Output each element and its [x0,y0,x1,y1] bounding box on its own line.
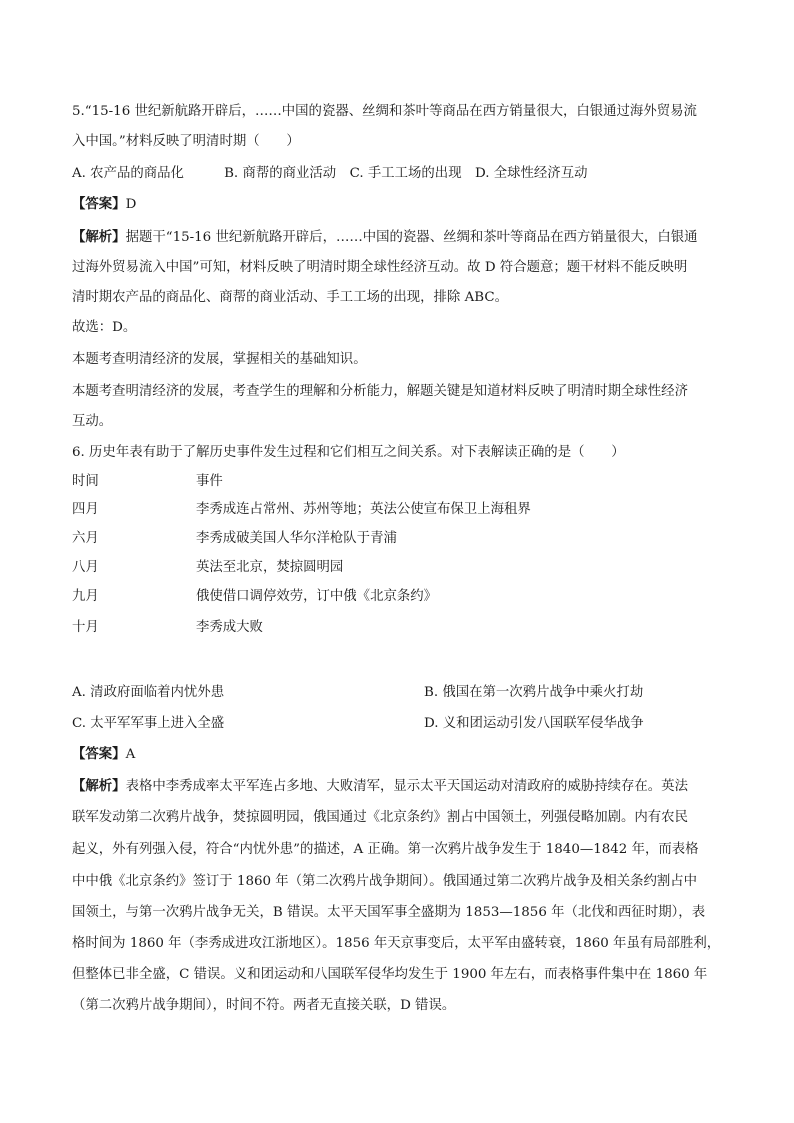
table-row [72,558,344,578]
table-cell-event: 英法至北京，焚掠圆明园 [196,560,344,575]
analysis-tag: 【解析】 [72,230,126,245]
q6-analysis-line1 [72,777,688,797]
q5-choice: 故选：D。 [72,320,137,335]
q5-note1: 本题考查明清经济的发展，掌握相关的基础知识。 [72,352,367,367]
answer-value: D [125,197,137,212]
q6-answer [72,745,135,765]
table-cell-event: 俄使借口调停效劳，订中俄《北京条约》 [196,589,438,604]
table-row [72,618,263,638]
q6-analysis-line3: 起义，外有列强入侵，符合“内忧外患”的描述，A 正确。第一次鸦片战争发生于 1840—1842 年，而表格 [72,842,699,857]
table-cell-time: 八月 [72,560,99,575]
q5-stem-line2: 入中国。”材料反映了明清时期（ ） [72,134,300,149]
table-cell-time: 四月 [72,502,99,517]
q5-answer [72,195,136,215]
option-b: B. 俄国在第一次鸦片战争中乘火打劫 [424,685,644,700]
q5-analysis-line1 [72,228,698,248]
table-cell-event: 李秀成大败 [196,620,263,635]
option-c: C. 太平军军事上进入全盛 [72,716,225,731]
q5-stem-line1: 5.“15-16 世纪新航路开辟后，……中国的瓷器、丝绸和茶叶等商品在西方销量很大，白银通过海外贸易流 [72,104,697,119]
table-header-event: 事件 [196,474,223,489]
analysis-text: 表格中李秀成率太平军连占多地、大败清军，显示太平天国运动对清政府的威胁持续存在。英法 [125,779,688,794]
q6-analysis-line4: 中中俄《北京条约》签订于 1860 年（第二次鸦片战争期间）。俄国通过第二次鸦片战争及相关条约割占中 [72,874,698,889]
q6-options-row1 [72,683,644,703]
q6-analysis-line5: 国领土，与第一次鸦片战争无关，B 错误。太平天国军事全盛期为 1853—1856 年（北伐和西征时期），表 [72,905,706,920]
q5-note2-line1: 本题考查明清经济的发展，考查学生的理解和分析能力，解题关键是知道材料反映了明清时期全球性经济 [72,384,688,399]
analysis-tag: 【解析】 [72,779,126,794]
q6-analysis-line2: 联军发动第二次鸦片战争，焚掠圆明园，俄国通过《北京条约》割占中国领土，列强侵略加剧。内有农民 [72,810,688,825]
table-row [72,500,531,520]
answer-tag: 【答案】 [72,747,126,762]
table-row [72,587,438,607]
table-cell-event: 李秀成连占常州、苏州等地；英法公使宣布保卫上海租界 [196,502,531,517]
table-cell-event: 李秀成破美国人华尔洋枪队于青浦 [196,531,397,546]
q5-analysis-line2: 过海外贸易流入中国”可知，材料反映了明清时期全球性经济互动。故 D 符合题意；题干材料不能反映明 [72,260,688,275]
table-header-time: 时间 [72,474,99,489]
table-cell-time: 十月 [72,620,99,635]
q6-analysis-line8: （第二次鸦片战争期间），时间不符。两者无直接关联，D 错误。 [72,998,456,1013]
analysis-text: 据题干“15-16 世纪新航路开辟后，……中国的瓷器、丝绸和茶叶等商品在西方销量很大，白银通 [125,230,698,245]
option-d: D. 义和团运动引发八国联军侵华战争 [424,716,644,731]
q6-stem: 6. 历史年表有助于了解历史事件发生过程和它们相互之间关系。对下表解读正确的是（ ） [72,445,625,460]
q5-options: A. 农产品的商品化 B. 商帮的商业活动 C. 手工工场的出现 D. 全球性经济互动 [72,166,588,181]
table-row [72,529,397,549]
q5-analysis-line3: 清时期农产品的商品化、商帮的商业活动、手工工场的出现，排除 ABC。 [72,290,508,305]
answer-value: A [125,747,136,762]
q5-note2-line2: 互动。 [72,414,113,429]
table-cell-time: 六月 [72,531,99,546]
option-a: A. 清政府面临着内忧外患 [72,685,225,700]
q6-analysis-line6: 格时间为 1860 年（李秀成进攻江浙地区）。1856 年天京事变后，太平军由盛转衰，1860 年虽有局部胜利， [72,936,721,951]
q6-options-row2 [72,714,644,734]
table-cell-time: 九月 [72,589,99,604]
q6-analysis-line7: 但整体已非全盛，C 错误。义和团运动和八国联军侵华均发生于 1900 年左右，而表格事件集中在 1860 年 [72,967,708,982]
answer-tag: 【答案】 [72,197,126,212]
table-header-row [72,472,223,492]
